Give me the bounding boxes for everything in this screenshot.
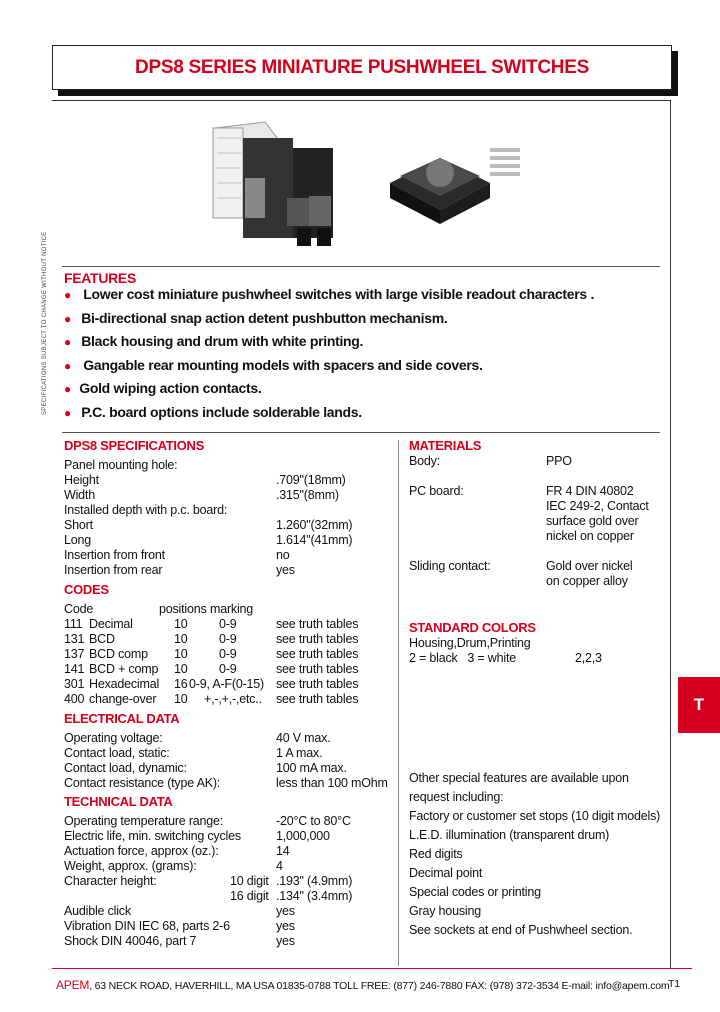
footer-rule [52,968,692,969]
feature-item: ● Gold wiping action contacts. [64,380,262,396]
feature-item: ● Gangable rear mounting models with spacers and side covers. [64,356,483,373]
footer-address: , 63 NECK ROAD, HAVERHILL, MA USA 01835-0788 TOLL FREE: (877) 246-7880 FAX: (978) 372-3534 E-mail: info@apem.com [89,980,670,992]
electrical-heading: ELECTRICAL DATA [64,711,180,726]
page-title: DPS8 SERIES MINIATURE PUSHWHEEL SWITCHES [135,57,589,78]
specs-table: Panel mounting hole: Height .709"(18mm) Width .315"(8mm) Installed depth with p.c. board: Short 1.260"(32mm) Long 1.614"(41mm) Insertion from front no Insertion from rear yes [64,458,353,577]
technical-table: Operating temperature range: -20°C to 80°C Electric life, min. switching cycles 1,000,000 Actuation force, approx (oz.): 14 Weight, approx. (grams): 4 Character height: 10 digit .193" (4.9mm) 16 digit .134" (3.4mm) Audible click yes Vibration DIN IEC 68, parts 2-6 yes Shock DIN 40046, part 7 yes [64,814,353,948]
footer [56,978,669,992]
column-divider [398,440,399,966]
codes-table: Code positions marking 111 Decimal 10 0-9 see truth tables 131 BCD 10 0-9 see truth tables 137 BCD comp 10 0-9 see truth tables 141 BCD + comp 10 0-9 see truth tables 301 Hexadecimal 16 0-9, A-F(0-15) see truth tables 400 change-over 10 +,-,+,-,etc.. see truth tables [64,602,359,706]
side-note [42,200,56,420]
bullet-icon: ● [64,335,72,349]
section-tab: T [678,677,720,733]
technical-heading: TECHNICAL DATA [64,794,173,809]
feature-item: ● Lower cost miniature pushwheel switches with large visible readout characters . [64,286,595,302]
feature-item: ● Black housing and drum with white printing. [64,333,364,349]
codes-heading: CODES [64,582,109,597]
electrical-table: Operating voltage: 40 V max. Contact load, static: 1 A max. Contact load, dynamic: 100 mA max. Contact resistance (type AK): less than 100 mOhm [64,731,388,790]
bullet-icon: ● [64,405,72,420]
materials-table: Body: PPO PC board: FR 4 DIN 40802 IEC 249-2, Contact surface gold over nickel on copper Sliding contact: Gold over nickel on copper alloy [409,454,649,588]
footer-brand: APEM [56,978,90,992]
colors-heading: STANDARD COLORS [409,620,536,635]
feature-item: ● P.C. board options include solderable lands. [64,403,362,420]
specs-heading: DPS8 SPECIFICATIONS [64,438,204,453]
bullet-icon: ● [64,358,72,373]
right-column [409,438,664,942]
left-column [64,438,394,954]
special-features: Other special features are available upon request including: Factory or customer set stops (10 digit models) L.E.D. illumination (transparent drum) Red digits Decimal point Special codes or printing Gray housing See sockets at end of Pushwheel section. [409,771,661,937]
feature-item: ● Bi-directional snap action detent pushbutton mechanism. [64,309,448,326]
title-box [52,45,672,90]
bullet-icon: ● [64,382,72,396]
bullet-icon: ● [64,288,72,302]
features-heading: FEATURES [64,270,137,286]
product-image-rear [380,128,530,228]
bullet-icon: ● [64,311,72,326]
colors-table: Housing,Drum,Printing 2 = black 3 = white 2,2,3 [409,636,602,665]
page-number: T1 [668,978,680,990]
features-list [64,286,664,427]
product-image-front [195,118,345,258]
features-rule [62,266,660,267]
side-note-text: SPECIFICATIONS SUBJECT TO CHANGE WITHOUT NOTICE [42,231,48,415]
materials-heading: MATERIALS [409,438,482,453]
specs-rule [62,432,660,433]
